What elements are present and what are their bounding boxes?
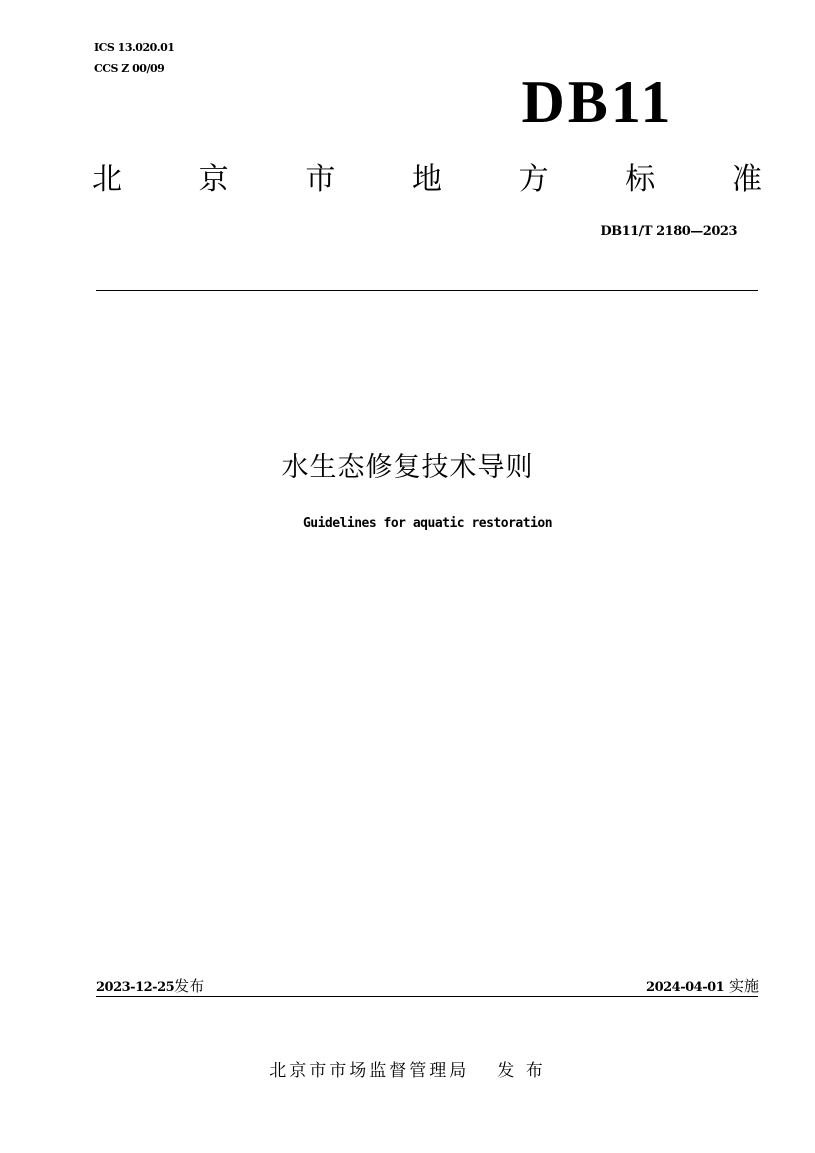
ccs-code: CCS Z 00/09: [94, 62, 165, 75]
top-divider: [96, 290, 758, 291]
standard-type-char: 京: [198, 162, 229, 197]
standard-type-char: 准: [731, 162, 762, 197]
bottom-divider: [96, 996, 758, 997]
standard-type-char: 地: [411, 162, 442, 197]
standard-type-char: 标: [625, 162, 656, 197]
publisher-name: 北京市市场监督管理局: [269, 1061, 470, 1081]
standard-type-char: 北: [92, 162, 122, 197]
document-subtitle-english: Guidelines for aquatic restoration: [302, 516, 553, 531]
standard-number: DB11/T 2180—2023: [600, 224, 737, 239]
implementation-date: 2024-04-01: [646, 980, 725, 995]
implementation-label: 实施: [728, 977, 759, 995]
standard-type-char: 方: [518, 162, 549, 197]
ics-code: ICS 13.020.01: [94, 41, 175, 54]
standard-type-char: 市: [305, 162, 336, 197]
standard-type-heading: [92, 160, 762, 200]
issue-label: 发布: [174, 977, 205, 995]
issue-date: 2023-12-25: [96, 980, 175, 995]
db-standard-mark: DB11: [521, 69, 674, 135]
publisher-action: 发 布: [497, 1061, 546, 1081]
document-title: 水生态修复技术导则: [281, 452, 534, 483]
issue-date-block: [96, 975, 204, 996]
implementation-date-block: [646, 975, 759, 996]
publisher-line: [0, 1056, 815, 1081]
